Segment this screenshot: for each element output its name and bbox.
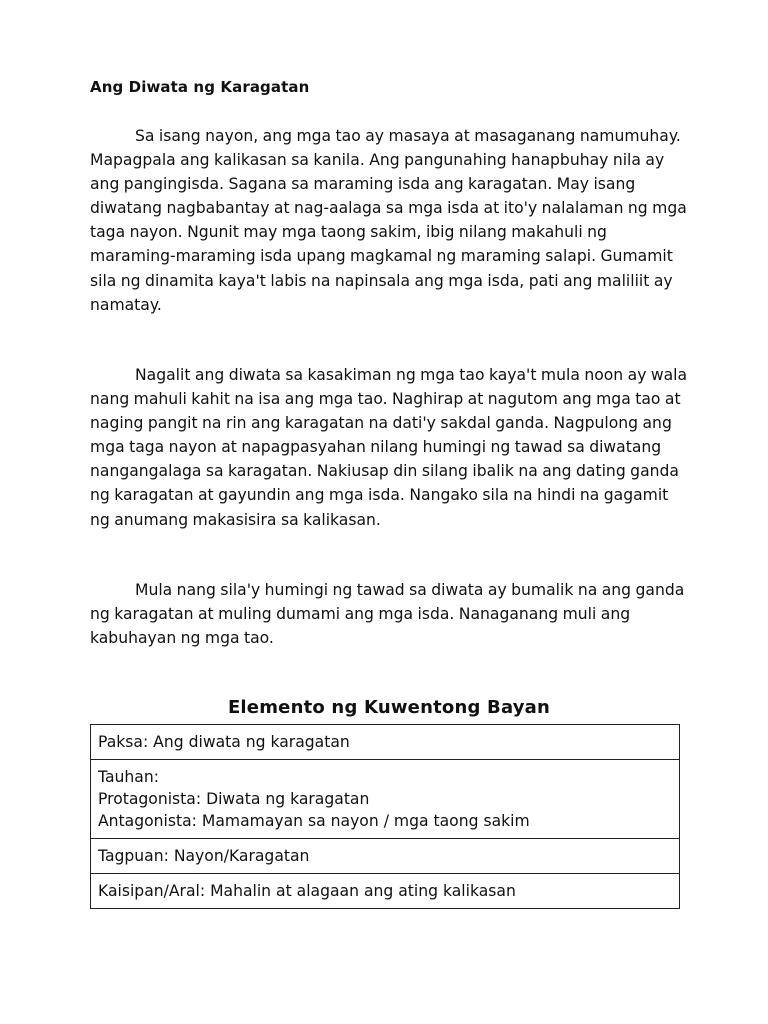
protagonista-text: Protagonista: Diwata ng karagatan [98, 790, 370, 808]
paragraph-1: Sa isang nayon, ang mga tao ay masaya at masaganang namumuhay. Mapagpala ang kalikasan sa kanila. Ang pangunahing hanapbuhay nila ay ang pangingisda. Sagana sa maraming isda ang karagatan. May isang diwatang nagbabantay at nag-aalaga sa mga isda at ito'y nalalaman ng mga taga nayon. Ngunit may mga taong sakim, ibig nilang makahuli ng maraming-maraming isda upang magkamal ng maraming salapi. Gumamit sila ng dinamita kaya't labis na napinsala ang mga isda, pati ang maliliit ay namatay. [90, 127, 687, 314]
story-title: Ang Diwata ng Karagatan [90, 78, 310, 96]
tauhan-label: Tauhan: [98, 768, 159, 786]
table-row-tagpuan [91, 839, 679, 874]
paksa-text: Paksa: Ang diwata ng karagatan [98, 733, 350, 751]
elements-table [90, 724, 680, 909]
paragraph-2: Nagalit ang diwata sa kasakiman ng mga tao kaya't mula noon ay wala nang mahuli kahit na isa ang mga tao. Naghirap at nagutom ang mga tao at naging pangit na rin ang karagatan na dati'y sakdal ganda. Nagpulong ang mga taga nayon at napagpasyahan nilang humingi ng tawad sa diwatang nangangalaga sa karagatan. Nakiusap din silang ibalik na ang dating ganda ng karagatan at gayundin ang mga isda. Nangako sila na hindi na gagamit ng anumang makasisira sa kalikasan. [90, 366, 688, 529]
table-title: Elemento ng Kuwentong Bayan [227, 697, 551, 718]
paragraph-3: Mula nang sila'y humingi ng tawad sa diwata ay bumalik na ang ganda ng karagatan at muling dumami ang mga isda. Nanaganang muli ang kabuhayan ng mga tao. [90, 581, 685, 648]
aral-text: Kaisipan/Aral: Mahalin at alagaan ang ating kalikasan [98, 882, 516, 900]
table-row-aral [91, 874, 679, 909]
table-row-paksa [91, 725, 679, 760]
tagpuan-text: Tagpuan: Nayon/Karagatan [98, 847, 310, 865]
table-row-tauhan [91, 760, 679, 839]
antagonista-text: Antagonista: Mamamayan sa nayon / mga taong sakim [98, 812, 530, 830]
